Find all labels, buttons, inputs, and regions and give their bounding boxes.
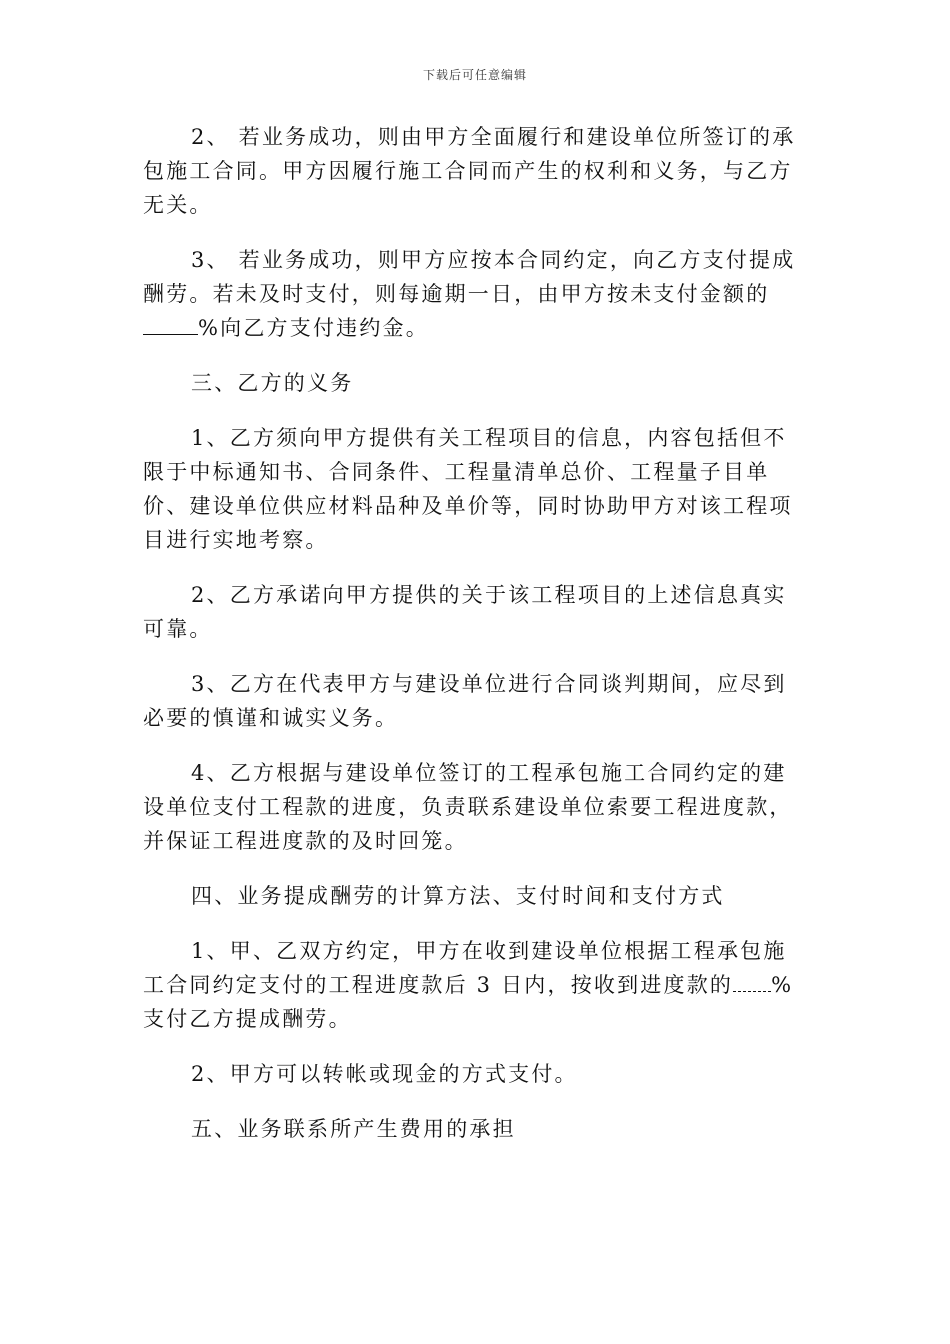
clause-text: 3、 若业务成功，则甲方应按本合同约定，向乙方支付提成酬劳。若未及时支付，则每逾期一日，由甲方按未支付金额的 xyxy=(143,248,796,306)
section-heading xyxy=(143,879,808,913)
section-heading xyxy=(143,1112,808,1146)
clause-text: 1、甲、乙双方约定，甲方在收到建设单位根据工程承包施工合同约定支付的工程进度款后 3 日内，按收到进度款的 xyxy=(143,939,787,997)
fill-in-blank[interactable] xyxy=(143,314,198,335)
section-heading-text: 五、业务联系所产生费用的承担 xyxy=(191,1117,516,1141)
clause-paragraph xyxy=(143,667,808,735)
clause-text: %向乙方支付违约金。 xyxy=(198,316,429,340)
section-heading xyxy=(143,366,808,400)
clause-paragraph xyxy=(143,243,808,345)
fill-in-blank[interactable] xyxy=(733,971,771,992)
clause-text: 1、乙方须向甲方提供有关工程项目的信息，内容包括但不限于中标通知书、合同条件、工程量清单总价、工程量子目单价、建设单位供应材料品种及单价等，同时协助甲方对该工程项目进行实地考察。 xyxy=(143,426,793,552)
clause-text: 2、 若业务成功，则由甲方全面履行和建设单位所签订的承包施工合同。甲方因履行施工合同而产生的权利和义务，与乙方无关。 xyxy=(143,125,796,217)
clause-text: 3、乙方在代表甲方与建设单位进行合同谈判期间，应尽到必要的慎谨和诚实义务。 xyxy=(143,672,787,730)
section-heading-text: 四、业务提成酬劳的计算方法、支付时间和支付方式 xyxy=(191,884,725,908)
clause-paragraph xyxy=(143,1057,808,1091)
clause-paragraph xyxy=(143,934,808,1036)
clause-paragraph xyxy=(143,756,808,858)
clause-text: 2、甲方可以转帐或现金的方式支付。 xyxy=(191,1062,578,1086)
page-header: 下载后可任意编辑 xyxy=(422,68,527,82)
document-body xyxy=(143,120,808,1167)
clause-paragraph xyxy=(143,120,808,222)
clause-text: 2、乙方承诺向甲方提供的关于该工程项目的上述信息真实可靠。 xyxy=(143,583,787,641)
clause-paragraph xyxy=(143,421,808,557)
clause-paragraph xyxy=(143,578,808,646)
section-heading-text: 三、乙方的义务 xyxy=(191,371,354,395)
clause-text: 4、乙方根据与建设单位签订的工程承包施工合同约定的建设单位支付工程款的进度，负责联系建设单位索要工程进度款，并保证工程进度款的及时回笼。 xyxy=(143,761,793,853)
clause-text: %支付乙方提成酬劳。 xyxy=(143,973,794,1031)
